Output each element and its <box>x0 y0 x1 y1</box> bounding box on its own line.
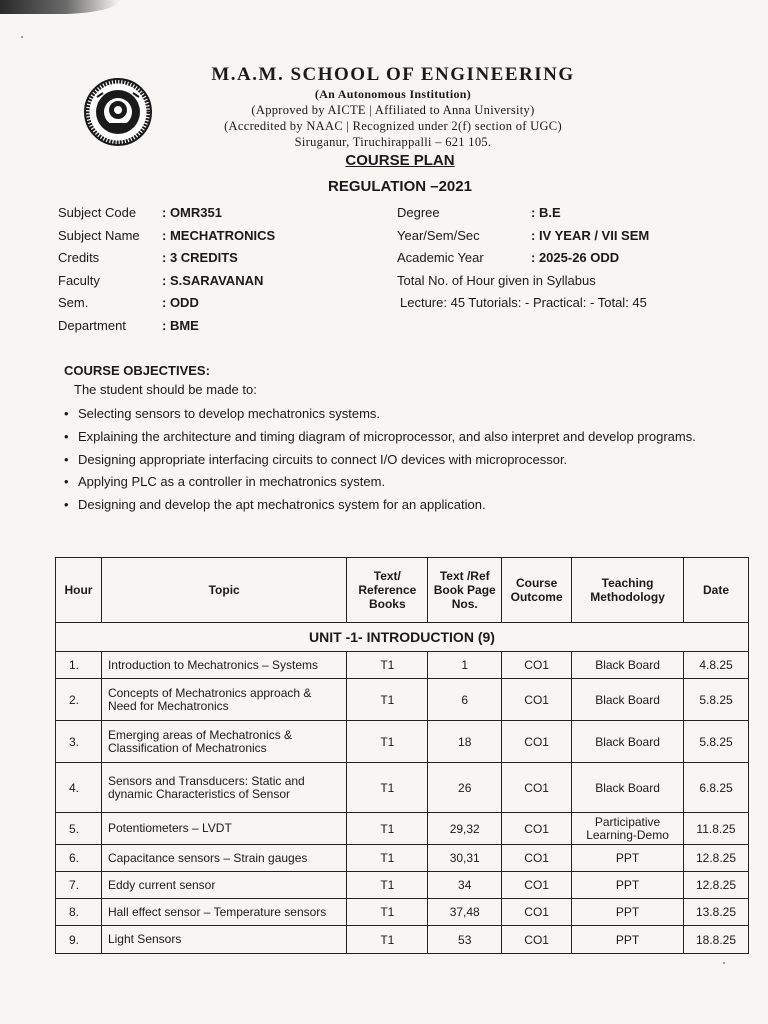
detail-value: : 2025-26 ODD <box>531 250 620 266</box>
subject-details <box>58 202 275 338</box>
detail-label: Department <box>58 317 126 333</box>
cell-page: 53 <box>428 926 502 954</box>
page-corner-shadow <box>0 0 120 14</box>
cell-topic: Hall effect sensor – Temperature sensors <box>101 899 346 926</box>
table-row <box>56 679 749 721</box>
cell-text: T1 <box>347 763 428 813</box>
detail-value: : OMR351 <box>162 205 222 220</box>
cell-co: CO1 <box>502 872 572 899</box>
header-course-outcome: Course Outcome <box>502 558 572 623</box>
header-topic: Topic <box>101 558 346 623</box>
document-title: COURSE PLAN <box>345 152 455 169</box>
cell-page: 30,31 <box>428 845 502 872</box>
table-row <box>56 899 749 926</box>
objectives-list <box>64 403 724 517</box>
institution-address: Siruganur, Tiruchirappalli – 621 105. <box>294 135 492 149</box>
cell-co: CO1 <box>502 679 572 721</box>
cell-method: Black Board <box>572 679 684 721</box>
table-row <box>56 845 749 872</box>
detail-value: : S.SARAVANAN <box>162 272 264 288</box>
table-row <box>56 872 749 899</box>
course-plan-table <box>55 557 749 954</box>
cell-hour: 5. <box>56 813 102 845</box>
cell-hour: 2. <box>56 679 102 721</box>
scan-speck <box>21 36 23 38</box>
cell-date: 12.8.25 <box>684 872 749 899</box>
cell-date: 13.8.25 <box>684 899 749 926</box>
detail-row <box>58 225 275 248</box>
cell-method: PPT <box>572 845 684 872</box>
table-row <box>56 652 749 679</box>
detail-row <box>397 225 649 248</box>
detail-label: Year/Sem/Sec <box>397 227 480 243</box>
cell-topic: Emerging areas of Mechatronics & Classification of Mechatronics <box>101 721 346 763</box>
table-row <box>56 813 749 845</box>
cell-text: T1 <box>347 845 428 872</box>
cell-hour: 1. <box>56 652 102 679</box>
cell-topic: Light Sensors <box>101 926 346 954</box>
detail-row <box>397 202 649 225</box>
cell-method: PPT <box>572 899 684 926</box>
table-header-row <box>56 558 749 623</box>
detail-value: : B.E <box>531 205 561 220</box>
cell-page: 1 <box>428 652 502 679</box>
table-row <box>56 721 749 763</box>
detail-value: : MECHATRONICS <box>162 227 276 243</box>
objective-item: • Designing appropriate interfacing circuits to connect I/O devices with microprocessor. <box>78 449 724 472</box>
detail-value: : ODD <box>162 295 199 311</box>
detail-row <box>58 247 275 270</box>
cell-hour: 6. <box>56 845 102 872</box>
institution-approval: (Approved by AICTE | Affiliated to Anna University) <box>251 103 535 117</box>
cell-topic: Potentiometers – LVDT <box>101 813 346 845</box>
cell-date: 6.8.25 <box>684 763 749 813</box>
cell-page: 18 <box>428 721 502 763</box>
cell-text: T1 <box>347 899 428 926</box>
cell-page: 34 <box>428 872 502 899</box>
cell-topic: Capacitance sensors – Strain gauges <box>101 845 346 872</box>
objectives-intro: The student should be made to: <box>74 382 257 397</box>
cell-co: CO1 <box>502 652 572 679</box>
institution-subtitle: (An Autonomous Institution) <box>314 87 472 101</box>
detail-value: : BME <box>162 317 199 333</box>
cell-topic: Concepts of Mechatronics approach & Need for Mechatronics <box>101 679 346 721</box>
cell-text: T1 <box>347 679 428 721</box>
cell-text: T1 <box>347 813 428 845</box>
cell-method: Black Board <box>572 763 684 813</box>
cell-method: Participative Learning-Demo <box>572 813 684 845</box>
cell-date: 11.8.25 <box>684 813 749 845</box>
header-date: Date <box>684 558 749 623</box>
cell-text: T1 <box>347 926 428 954</box>
cell-topic: Eddy current sensor <box>101 872 346 899</box>
cell-page: 26 <box>428 763 502 813</box>
objective-item: • Designing and develop the apt mechatronics system for an application. <box>78 494 724 517</box>
cell-method: Black Board <box>572 652 684 679</box>
detail-value: : IV YEAR / VII SEM <box>531 227 650 243</box>
cell-text: T1 <box>347 652 428 679</box>
scan-speck <box>723 962 725 964</box>
cell-text: T1 <box>347 872 428 899</box>
detail-label: Credits <box>58 250 100 266</box>
cell-method: PPT <box>572 872 684 899</box>
cell-topic: Introduction to Mechatronics – Systems <box>101 652 346 679</box>
cell-co: CO1 <box>502 721 572 763</box>
detail-label: Degree <box>397 205 440 220</box>
cell-hour: 7. <box>56 872 102 899</box>
unit-row <box>56 623 749 652</box>
degree-details <box>397 202 649 315</box>
header-page-nos: Text /Ref Book Page Nos. <box>428 558 502 623</box>
objectives-heading: COURSE OBJECTIVES: <box>64 363 210 378</box>
cell-page: 37,48 <box>428 899 502 926</box>
detail-row <box>58 315 275 338</box>
detail-label: Academic Year <box>397 250 484 266</box>
detail-row <box>58 292 275 315</box>
institution-header <box>158 64 628 150</box>
hours-breakdown: Lecture: 45 Tutorials: - Practical: - Total: 45 <box>400 295 647 311</box>
header-teaching-methodology: Teaching Methodology <box>572 558 684 623</box>
cell-method: PPT <box>572 926 684 954</box>
detail-row <box>58 270 275 293</box>
detail-label: Subject Code <box>58 205 137 220</box>
objective-item: • Explaining the architecture and timing diagram of microprocessor, and also interpret and develop programs. <box>78 426 724 449</box>
cell-hour: 8. <box>56 899 102 926</box>
cell-date: 5.8.25 <box>684 721 749 763</box>
cell-topic: Sensors and Transducers: Static and dynamic Characteristics of Sensor <box>101 763 346 813</box>
detail-row <box>58 202 275 225</box>
institution-accreditation: (Accredited by NAAC | Recognized under 2(f) section of UGC) <box>224 119 562 133</box>
cell-date: 12.8.25 <box>684 845 749 872</box>
cell-text: T1 <box>347 721 428 763</box>
cell-co: CO1 <box>502 763 572 813</box>
detail-row <box>397 247 649 270</box>
cell-page: 29,32 <box>428 813 502 845</box>
detail-label: Subject Name <box>58 227 140 243</box>
table-row <box>56 926 749 954</box>
cell-hour: 4. <box>56 763 102 813</box>
college-seal-logo <box>83 77 153 147</box>
detail-label: Faculty <box>58 272 100 288</box>
cell-co: CO1 <box>502 845 572 872</box>
cell-hour: 9. <box>56 926 102 954</box>
cell-co: CO1 <box>502 899 572 926</box>
detail-value: : 3 CREDITS <box>162 250 238 266</box>
cell-date: 18.8.25 <box>684 926 749 954</box>
objective-item: • Applying PLC as a controller in mechatronics system. <box>78 471 724 494</box>
unit-title: UNIT -1- INTRODUCTION (9) <box>56 623 749 652</box>
cell-date: 4.8.25 <box>684 652 749 679</box>
hours-heading: Total No. of Hour given in Syllabus <box>397 272 596 288</box>
header-text-books: Text/ Reference Books <box>347 558 428 623</box>
cell-date: 5.8.25 <box>684 679 749 721</box>
institution-name: M.A.M. SCHOOL OF ENGINEERING <box>211 64 575 85</box>
course-objectives <box>64 363 724 517</box>
objective-item: • Selecting sensors to develop mechatronics systems. <box>78 403 724 426</box>
cell-method: Black Board <box>572 721 684 763</box>
cell-page: 6 <box>428 679 502 721</box>
cell-co: CO1 <box>502 813 572 845</box>
regulation-title: REGULATION –2021 <box>328 178 472 195</box>
header-hour: Hour <box>56 558 102 623</box>
cell-hour: 3. <box>56 721 102 763</box>
cell-co: CO1 <box>502 926 572 954</box>
table-row <box>56 763 749 813</box>
detail-label: Sem. <box>58 295 89 311</box>
